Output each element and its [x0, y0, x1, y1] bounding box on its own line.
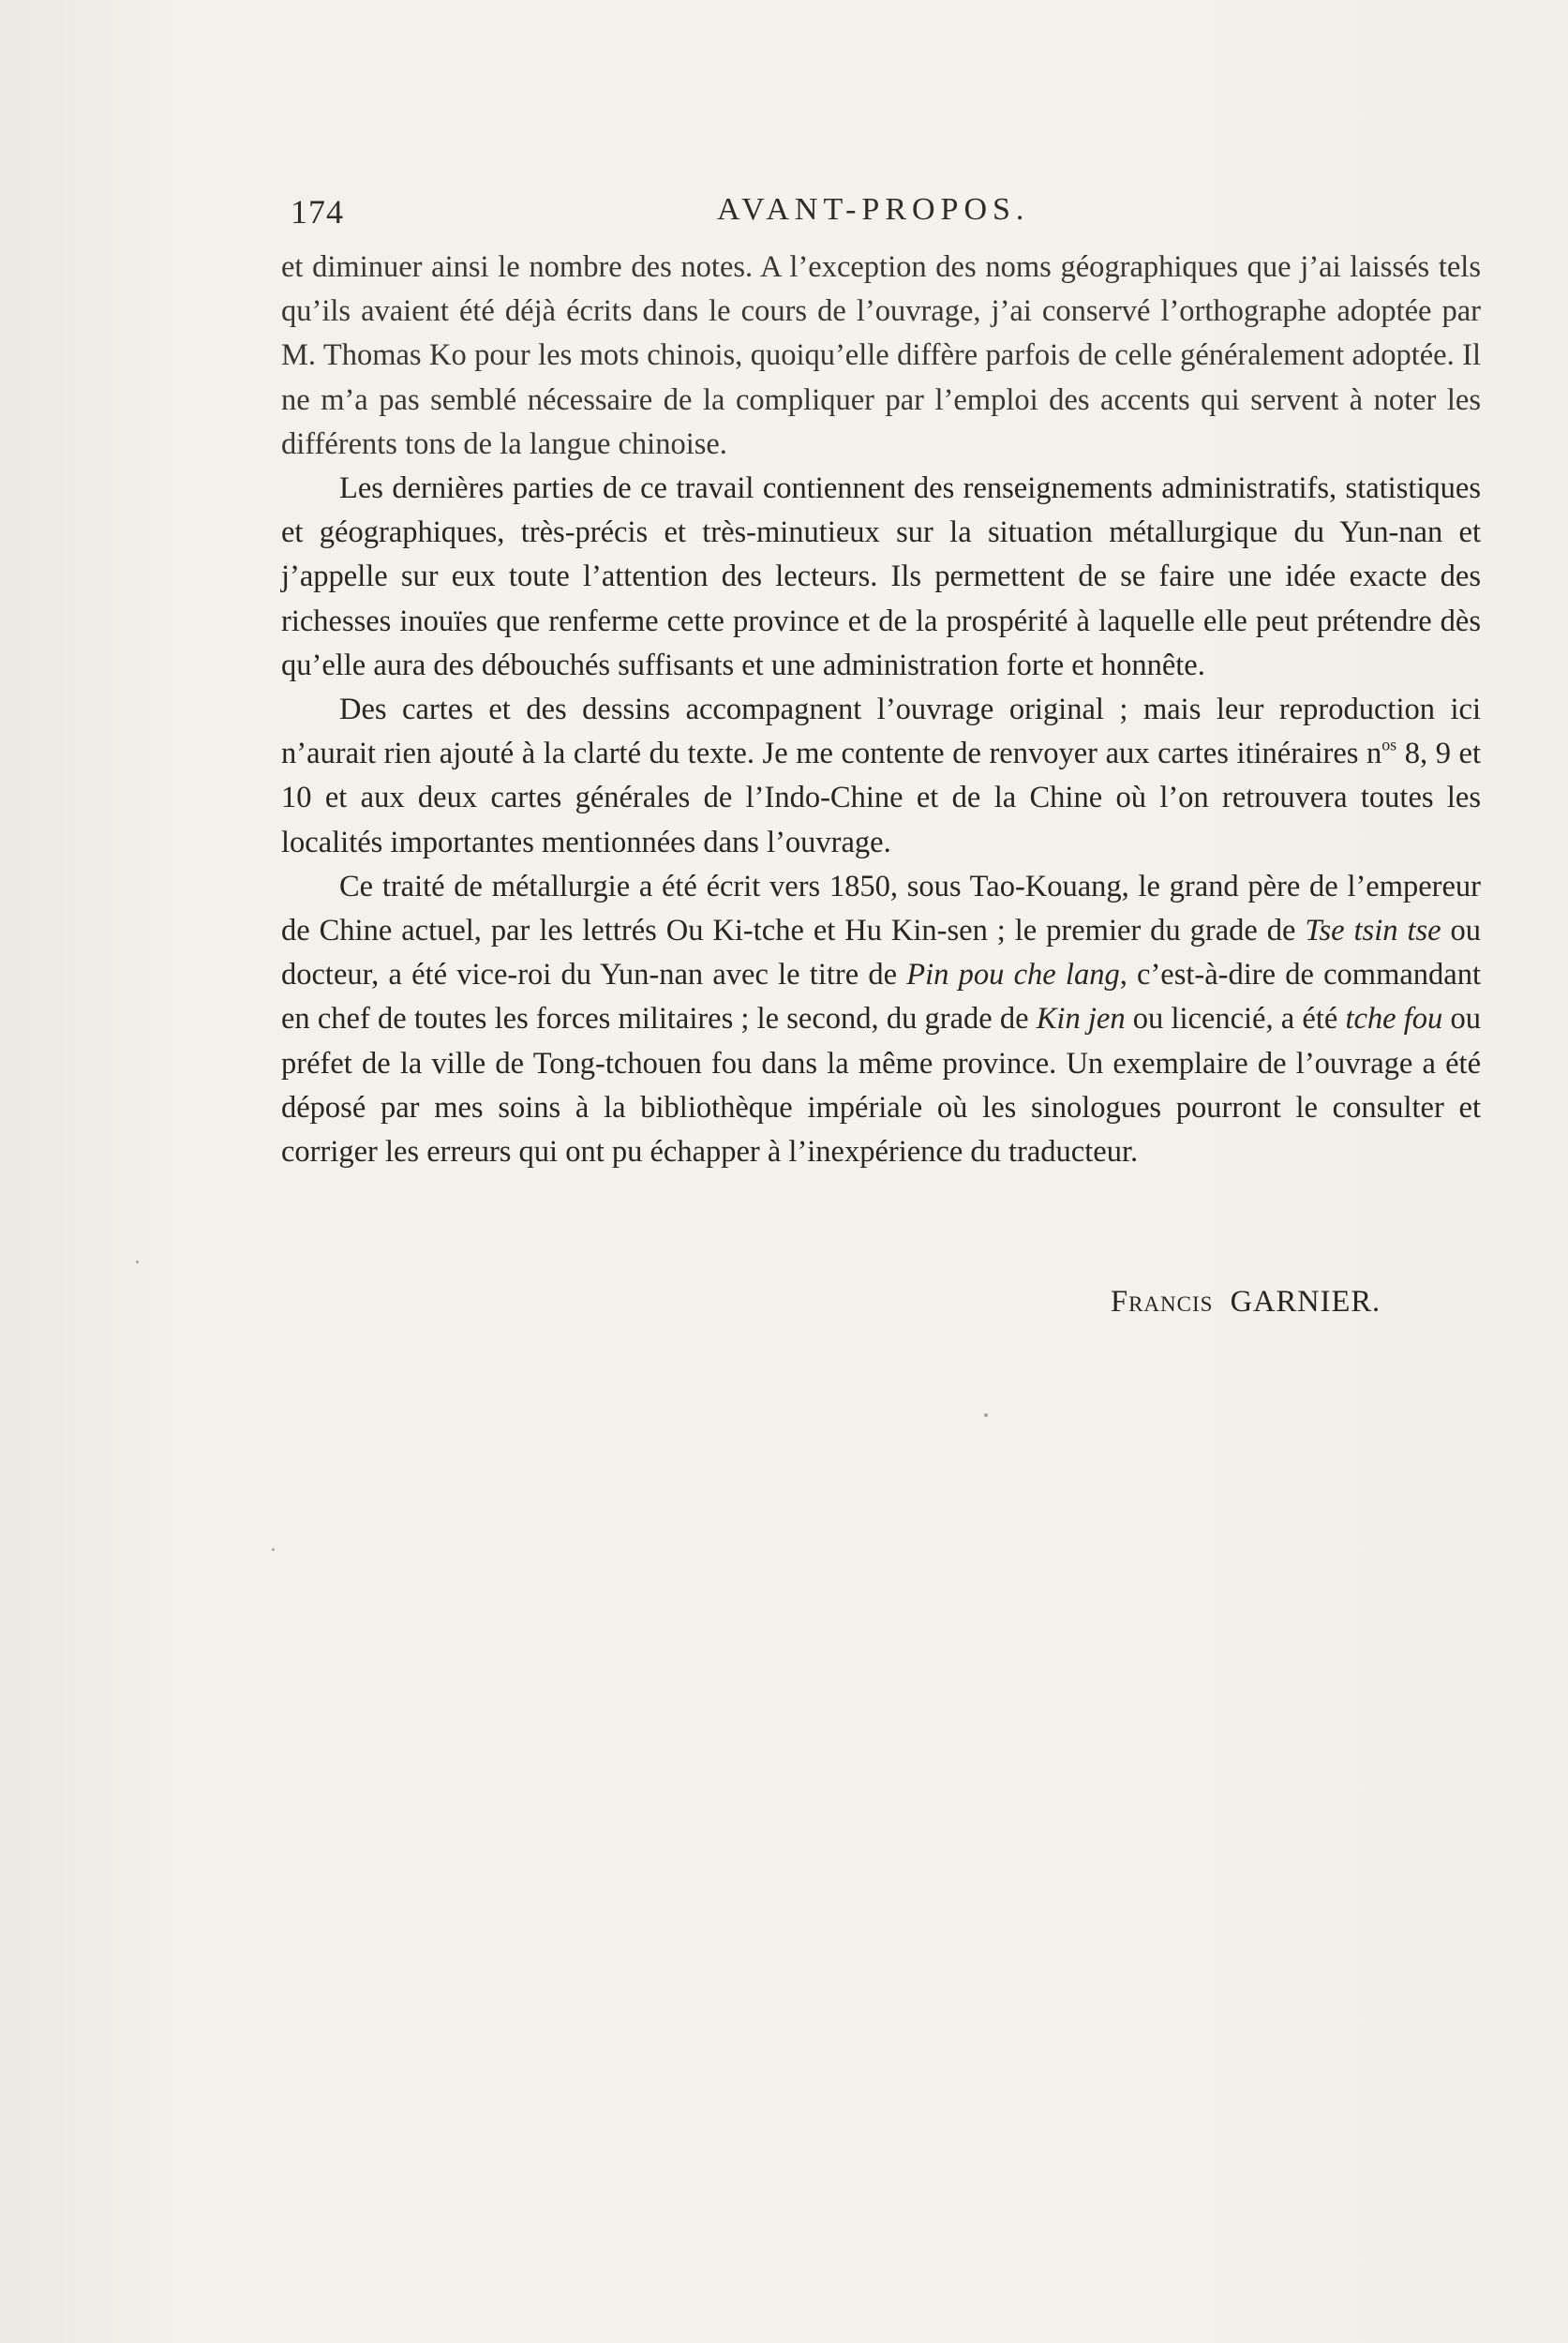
paragraph	[281, 865, 1481, 1174]
paragraph	[281, 246, 1481, 467]
body-text	[281, 246, 1481, 1174]
page-number: 174	[291, 193, 344, 231]
text-run: ou préfet de la ville de Tong-tchouen fou dans la même province. Un exemplaire de l’ouvrage a été déposé par mes soins à la bibliothèque impériale où les sinologues pourront le consulter et corriger les erreurs qui ont pu échapper à l’inexpérience du traducteur.	[281, 1002, 1481, 1170]
superscript: os	[1381, 735, 1397, 754]
text-run: 8, 9 et 10 et aux deux cartes générales de l’Indo-Chine et de la Chine où l’on retrouvera toutes les localités importantes mentionnées dans l’ouvrage.	[281, 737, 1481, 859]
running-title: AVANT-PROPOS.	[717, 192, 1030, 227]
italic-term: Pin pou che lang	[906, 958, 1120, 992]
italic-term: Tse tsin tse	[1305, 914, 1441, 948]
text-run: ou docteur, a été vice-roi du Yun-nan avec le titre de	[281, 914, 1482, 992]
author-signature	[1111, 1285, 1381, 1320]
text-run: et diminuer ainsi le nombre des notes. A l’exception des noms géographiques que j’ai laissés tels qu’ils avaient été déjà écrits dans le cours de l’ouvrage, j’ai conservé l’orthographe adoptée par M. Thomas Ko pour les mots chinois, quoiqu’elle diffère parfois de celle généralement adoptée. Il ne m’a pas semblé nécessaire de la compliquer par l’emploi des accents qui servent à noter les différents tons de la langue chinoise.	[281, 250, 1481, 461]
paragraph	[281, 467, 1481, 688]
author-first-name: Francis	[1111, 1285, 1214, 1319]
italic-term: Kin jen	[1036, 1002, 1126, 1037]
paper-speck	[984, 1413, 988, 1417]
paper-speck	[136, 1261, 139, 1263]
author-last-name: GARNIER.	[1230, 1285, 1381, 1319]
page-header	[291, 192, 1481, 239]
text-run: , c’est-à-dire de commandant en chef de toutes les forces militaires ; le second, du grade de	[281, 958, 1481, 1037]
text-run: Des cartes et des dessins accompagnent l’ouvrage original ; mais leur reproduction ici n’aurait rien ajouté à la clarté du texte. Je me contente de renvoyer aux cartes itinéraires n	[281, 693, 1481, 771]
text-run: Ce traité de métallurgie a été écrit vers 1850, sous Tao-Kouang, le grand père de l’empereur de Chine actuel, par les lettrés Ou Ki-tche et Hu Kin-sen ; le premier du grade de	[281, 869, 1481, 948]
italic-term: tche fou	[1345, 1002, 1443, 1037]
paper-speck	[272, 1548, 275, 1551]
text-run: ou licencié, a été	[1125, 1002, 1346, 1037]
text-run: Les dernières parties de ce travail contiennent des renseignements administratifs, statistiques et géographiques, très-précis et très-minutieux sur la situation métallurgique du Yun-nan et j’appelle sur eux toute l’attention des lecteurs. Ils permettent de se faire une idée exacte des richesses inouïes que renferme cette province et de la prospérité à laquelle elle peut prétendre dès qu’elle aura des débouchés suffisants et une administration forte et honnête.	[281, 471, 1481, 682]
paragraph	[281, 688, 1481, 865]
